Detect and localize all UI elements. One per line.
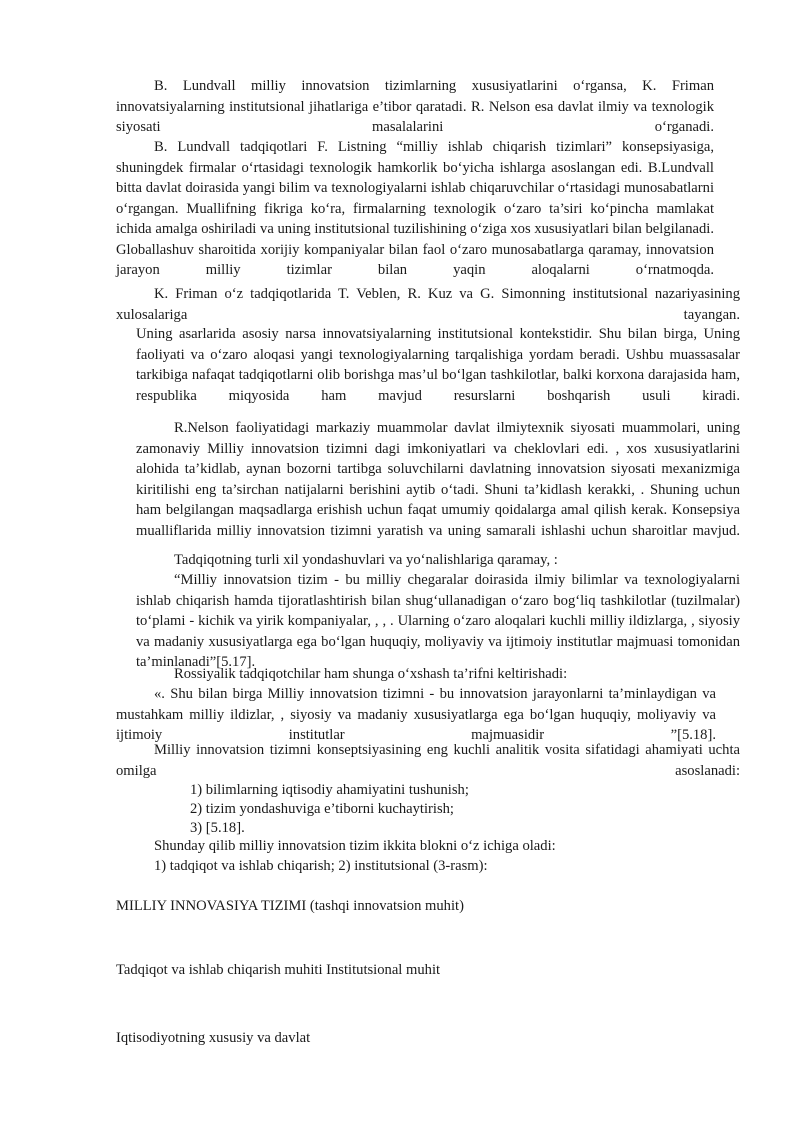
paragraph-friman: K. Friman o‘z tadqiqotlarida T. Veblen, R. Kuz va G. Simonning institutsional nazariyasining xulosalariga tayangan. (116, 286, 740, 323)
paragraph-lundvall-research: B. Lundvall tadqiqotlari F. Listning “milliy ishlab chiqarish tizimlari” konsepsiyasiga, shuningdek firmalar o‘rtasidagi texnologik hamkorlik bo‘yicha ishlarga asoslangan edi. B.Lundvall bitta davlat doirasida yangi bilim va texnologiyalarni ishlab chiqaruvchilar o‘rtasidagi munosabatlarni o‘rgangan. Muallifning fikriga ko‘ra, firmalarning texnologik o‘zaro ta’siri ko‘pincha mamlakat ichida amalga oshiriladi va uning institutsional tuzilishining o‘ziga xos xususiyatlari bilan belgilanadi. Globallashuv sharoitida xorijiy kompaniyalar bilan faol o‘zaro munosabatlarga qaramay, innovatsion jarayon milliy tizimlar bilan yaqin aloqalarni o‘rnatmoqda. (116, 139, 714, 278)
paragraph-institutional-context: Uning asarlarida asosiy narsa innovatsiyalarning institutsional kontekstidir. Shu bilan birga, Uning faoliyati va o‘zaro aloqasi yangi texnologiyalarning tarqalishiga yordam beradi. Ushbu muassasalar tarkibiga nafaqat tadqiqotlarni olib borishga mas’ul bo‘lgan tashkilotlar, balki korxona darajasida ham, respublika miqyosida ham mavjud resurslarni boshqarish usuli kiradi. (136, 326, 740, 404)
paragraph-analytic-tool: Milliy innovatsion tizimni konseptsiyasining eng kuchli analitik vosita sifatidagi ahamiyati uchta omilga asoslanadi: (116, 742, 740, 779)
paragraph-nelson: R.Nelson faoliyatidagi markaziy muammolar davlat ilmiytexnik siyosati muammolari, uning zamonaviy Milliy innovatsion tizimni dagi imkoniyatlari va cheklovlari edi. , xos xususiyatlarini alohida ta’kidlab, aynan bozorni tartibga soluvchilarni davlatning innovatsion siyosati mexanizmiga kiritilishi eng ta’sirchan natijalarni berishini aytib o‘tadi. Shuni ta’kidlash kerakki, . Shuning uchun ham belgilangan maqsadlarga erishish uchun faqat umumiy qoidalarga amal qilish kerak. Konsepsiya mualliflarida milliy innovatsion tizimni yaratish va uning samarali ishlashi uchun sharoitlar mavjud. (136, 420, 740, 539)
diagram-title: MILLIY INNOVASIYA TIZIMI (tashqi innovatsion muhit) (116, 898, 464, 914)
paragraph-russian-definition: «. Shu bilan birga Milliy innovatsion tizimni - bu innovatsion jarayonlarni ta’minlaydigan va mustahkam milliy ildizlar, , siyosiy va madaniy xususiyatlarga ega bo‘lgan huquqiy, moliyaviy va ijtimoiy institutlar majmuasidir ”[5.18]. (116, 686, 716, 743)
list-item: 1) bilimlarning iqtisodiy ahamiyatini tushunish; (190, 782, 469, 798)
paragraph-blocks-list: 1) tadqiqot va ishlab chiqarish; 2) institutsional (3-rasm): (154, 858, 488, 874)
list-item: 3) [5.18]. (190, 820, 245, 836)
paragraph-russian-researchers: Rossiyalik tadqiqotchilar ham shunga o‘xshash ta’rifni keltirishadi: (174, 666, 568, 682)
paragraph-two-blocks: Shunday qilib milliy innovatsion tizim ikkita blokni o‘z ichiga oladi: (154, 838, 556, 854)
list-item: 2) tizim yondashuviga e’tiborni kuchaytirish; (190, 801, 454, 817)
diagram-row-economy: Iqtisodiyotning xususiy va davlat (116, 1030, 311, 1046)
diagram-row-environments: Tadqiqot va ishlab chiqarish muhiti Institutsional muhit (116, 962, 441, 978)
paragraph-definition-quote: “Milliy innovatsion tizim - bu milliy chegaralar doirasida ilmiy bilimlar va texnologiyalarni ishlab chiqarish hamda tijoratlashtirish bilan shug‘ullanadigan o‘zaro bog‘liq tashkilotlar (tuzilmalar) to‘plami - kichik va yirik kompaniyalar, , , . Ularning o‘zaro aloqalari kuchli milliy ildizlarga, , siyosiy va madaniy xususiyatlarga ega bo‘lgan huquqiy, moliyaviy va ijtimoiy institutlar majmuasi tomonidan ta’minlanadi”[5.17]. (136, 572, 740, 670)
paragraph-lundvall-intro: B. Lundvall milliy innovatsion tizimlarning xususiyatlarini o‘rgansa, K. Friman innovatsiyalarning institutsional jihatlariga e’tibor qaratadi. R. Nelson esa davlat ilmiy va texnologik siyosati masalalarini o‘rganadi. (116, 78, 714, 135)
paragraph-approaches: Tadqiqotning turli xil yondashuvlari va yo‘nalishlariga qaramay, : (174, 552, 558, 568)
